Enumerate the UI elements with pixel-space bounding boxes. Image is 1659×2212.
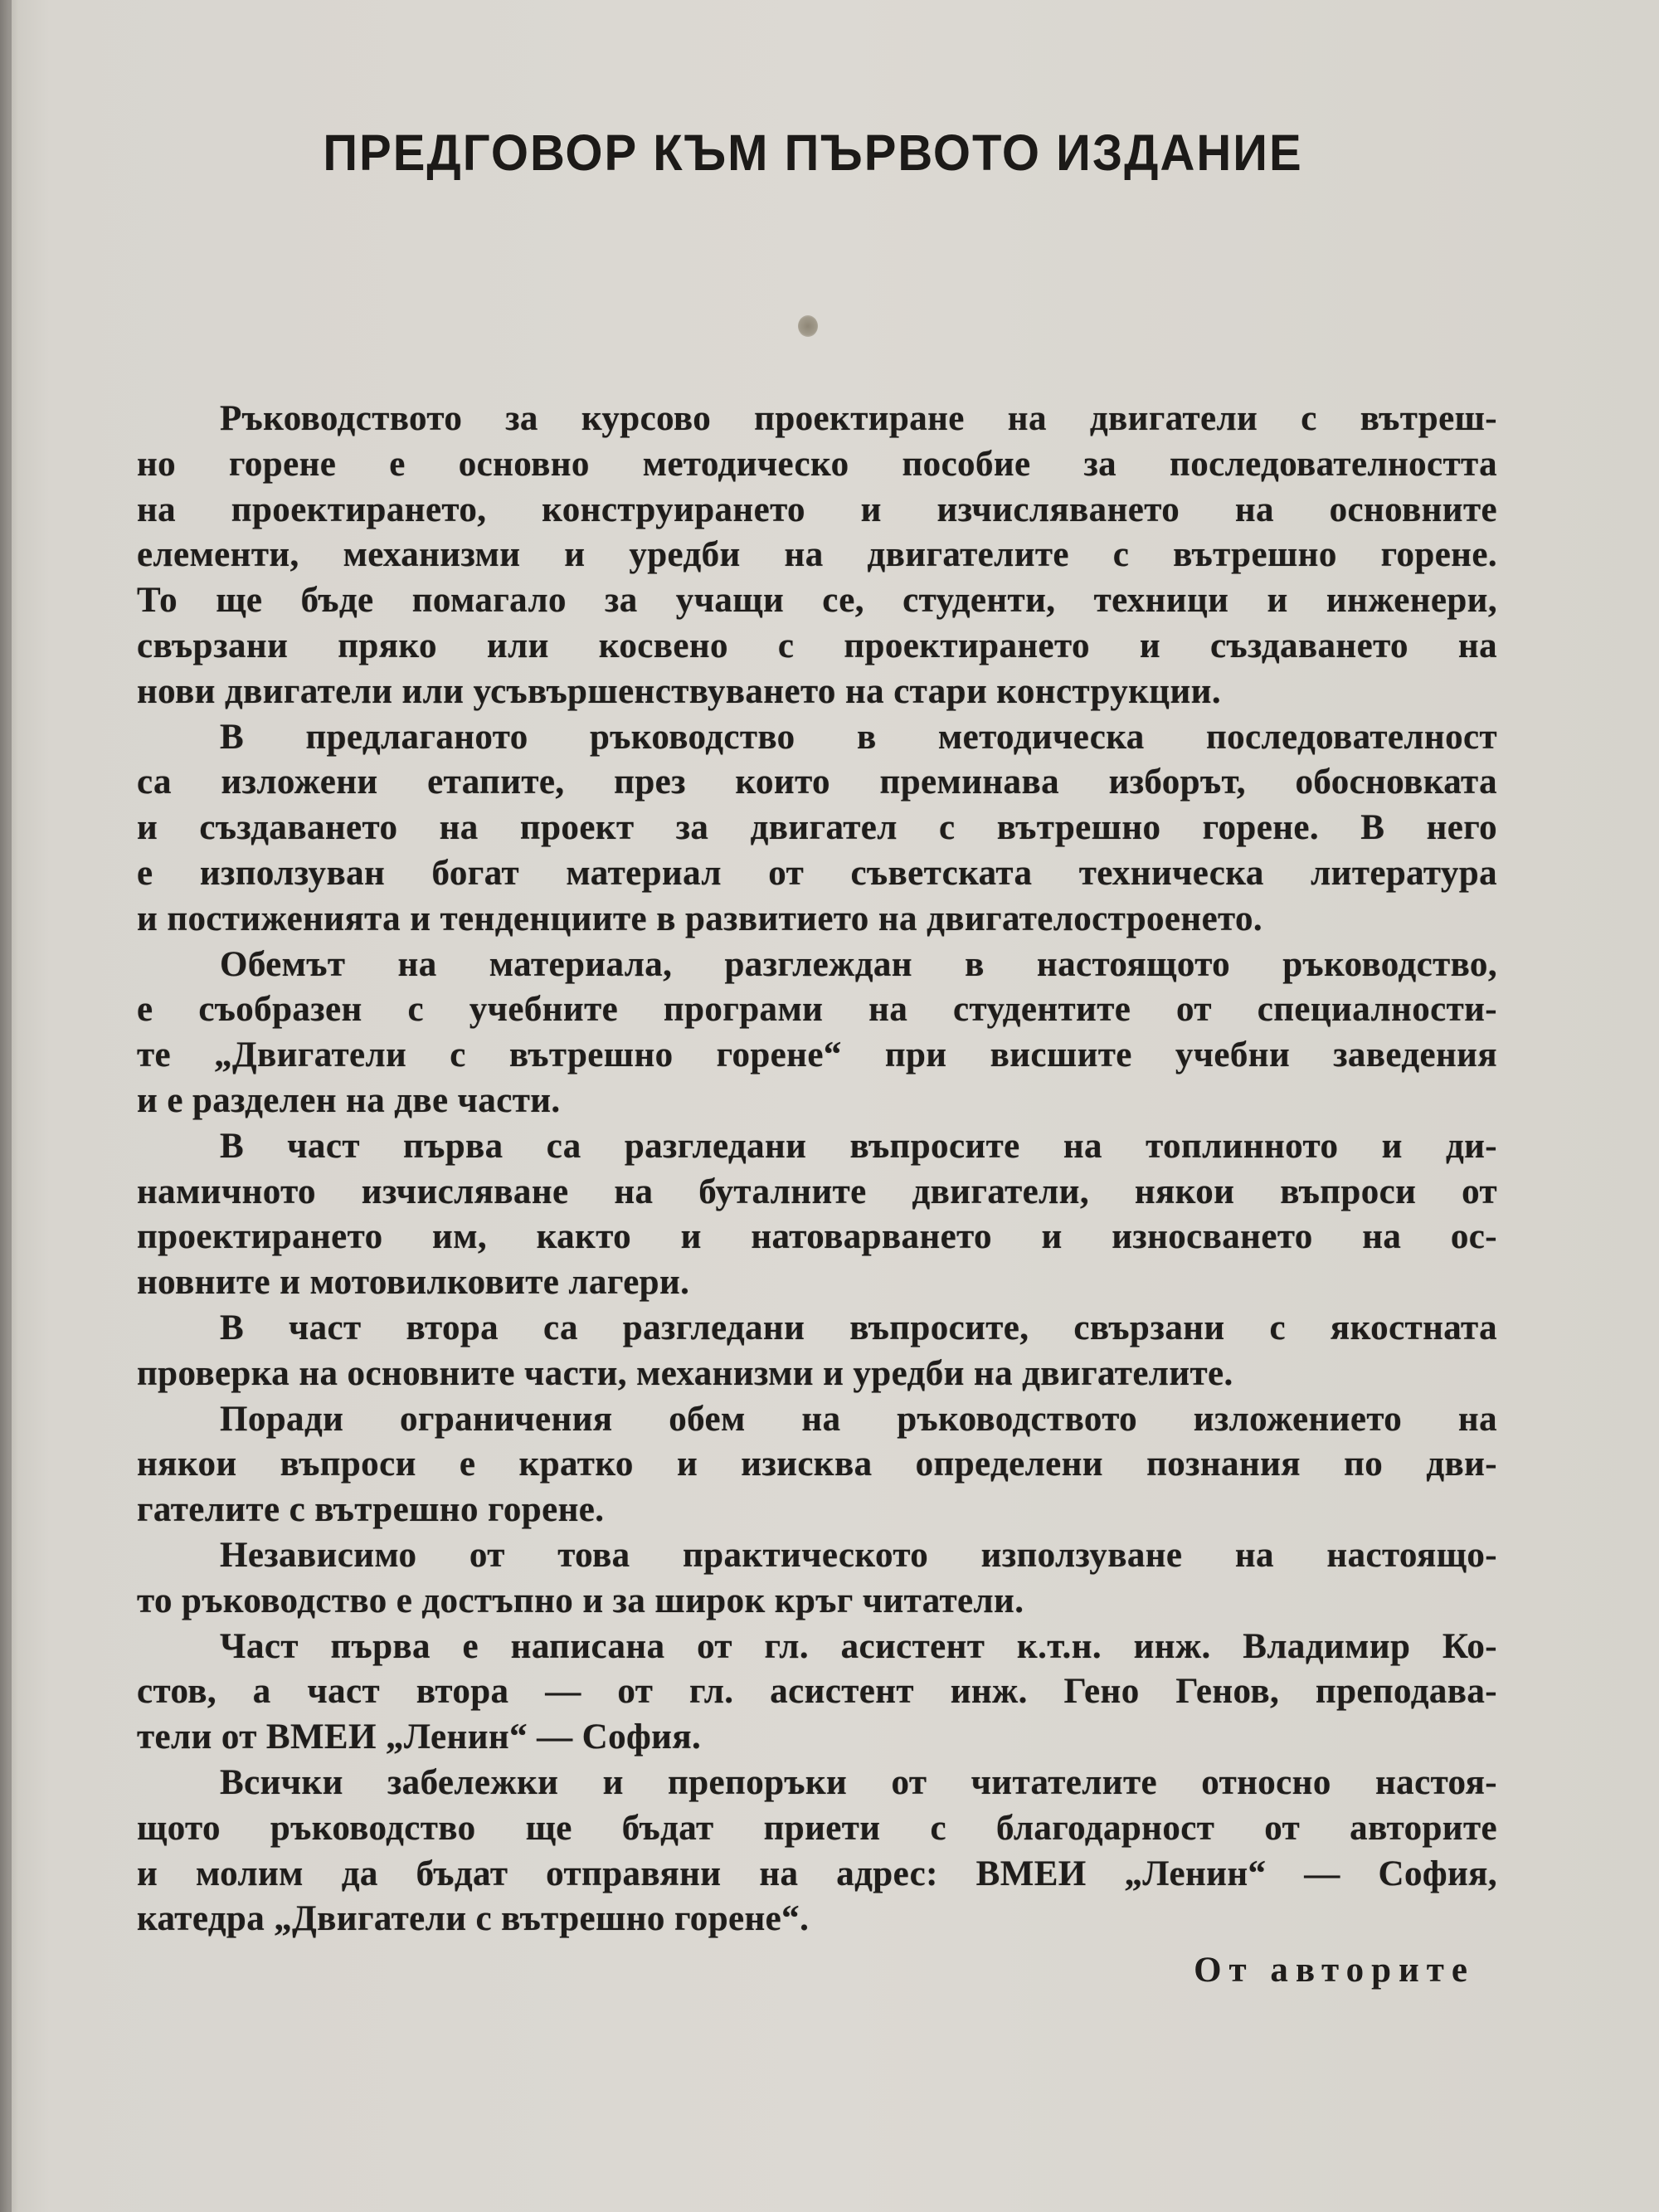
signature: От авторите [1194,1951,1475,1990]
paragraph [137,1761,1497,1942]
ink-spot [798,315,818,337]
text-line: свързани пряко или косвено с проектирането и създаването на [137,626,1497,665]
text-line: стов, а част втора — от гл. асистент инж. Гено Генов, преподава- [137,1672,1497,1712]
text-line: те „Двигатели с вътрешно горене“ при висшите учебни заведения [137,1035,1497,1075]
text-line: Ръководството за курсово проектиране на двигатели с вътреш- [220,399,1497,438]
text-line: В част първа са разгледани въпросите на топлинното и ди- [220,1126,1497,1166]
text-line: проектирането им, както и натоварването и износването на ос- [137,1217,1497,1257]
text-line: са изложени етапите, през които преминава изборът, обосновката [137,763,1497,802]
text-line: е използуван богат материал от съветската техническа литература [137,853,1497,893]
text-line: Част първа е написана от гл. асистент к.т.н. инж. Владимир Ко- [220,1626,1497,1666]
paragraph [137,1533,1497,1625]
paragraph [137,943,1497,1124]
paragraph [137,715,1497,943]
preface-body [137,397,1497,1942]
text-line: но горене е основно методическо пособие за последователността [137,444,1497,484]
text-line: Поради ограничения обем на ръководството изложението на [220,1399,1497,1439]
paragraph [137,1306,1497,1397]
text-line: елементи, механизми и уредби на двигателите с вътрешно горене. [137,535,1497,575]
paragraph [137,1397,1497,1533]
text-line: на проектирането, конструирането и изчисляването на основните [137,490,1497,529]
text-line: В част втора са разгледани въпросите, свързани с якостната [220,1308,1497,1347]
text-line: някои въпроси е кратко и изисква определени познания по дви- [137,1445,1497,1484]
text-line: гателите с вътрешно горене. [137,1490,605,1530]
paragraph [137,1124,1497,1306]
text-line: и постиженията и тенденциите в развитието на двигателостроенето. [137,899,1263,938]
text-line: В предлаганото ръководство в методическа последователност [220,717,1497,757]
page-title: ПРЕДГОВОР КЪМ ПЪРВОТО ИЗДАНИЕ [323,124,1303,182]
text-line: намичното изчисляване на буталните двигатели, някои въпроси от [137,1172,1497,1211]
text-line: щото ръководство ще бъдат приети с благодарност от авторите [137,1808,1497,1848]
text-line: проверка на основните части, механизми и уредби на двигателите. [137,1353,1233,1393]
text-line: то ръководство е достъпно и за широк кръг читатели. [137,1581,1024,1620]
text-line: тели от ВМЕИ „Ленин“ — София. [137,1717,702,1757]
text-line: и създаването на проект за двигател с вътрешно горене. В него [137,808,1497,848]
text-line: новните и мотовилковите лагери. [137,1263,690,1303]
text-line: Всички забележки и препоръки от читателите относно настоя- [220,1762,1497,1802]
page-binding-edge [0,0,12,2212]
text-line: Независимо от това практическото използуване на настоящо- [220,1535,1497,1575]
text-line: нови двигатели или усъвършенствуването на стари конструкции. [137,671,1221,711]
text-line: Обемът на материала, разглеждан в настоящото ръководство, [220,944,1497,984]
text-line: е съобразен с учебните програми на студентите от специалности- [137,990,1497,1030]
text-line: и е разделен на две части. [137,1080,561,1120]
text-line: То ще бъде помагало за учащи се, студенти, техници и инженери, [137,581,1497,621]
text-line: катедра „Двигатели с вътрешно горене“. [137,1899,810,1939]
paragraph [137,1625,1497,1761]
text-line: и молим да бъдат отправяни на адрес: ВМЕИ „Ленин“ — София, [137,1854,1497,1893]
paragraph [137,397,1497,715]
